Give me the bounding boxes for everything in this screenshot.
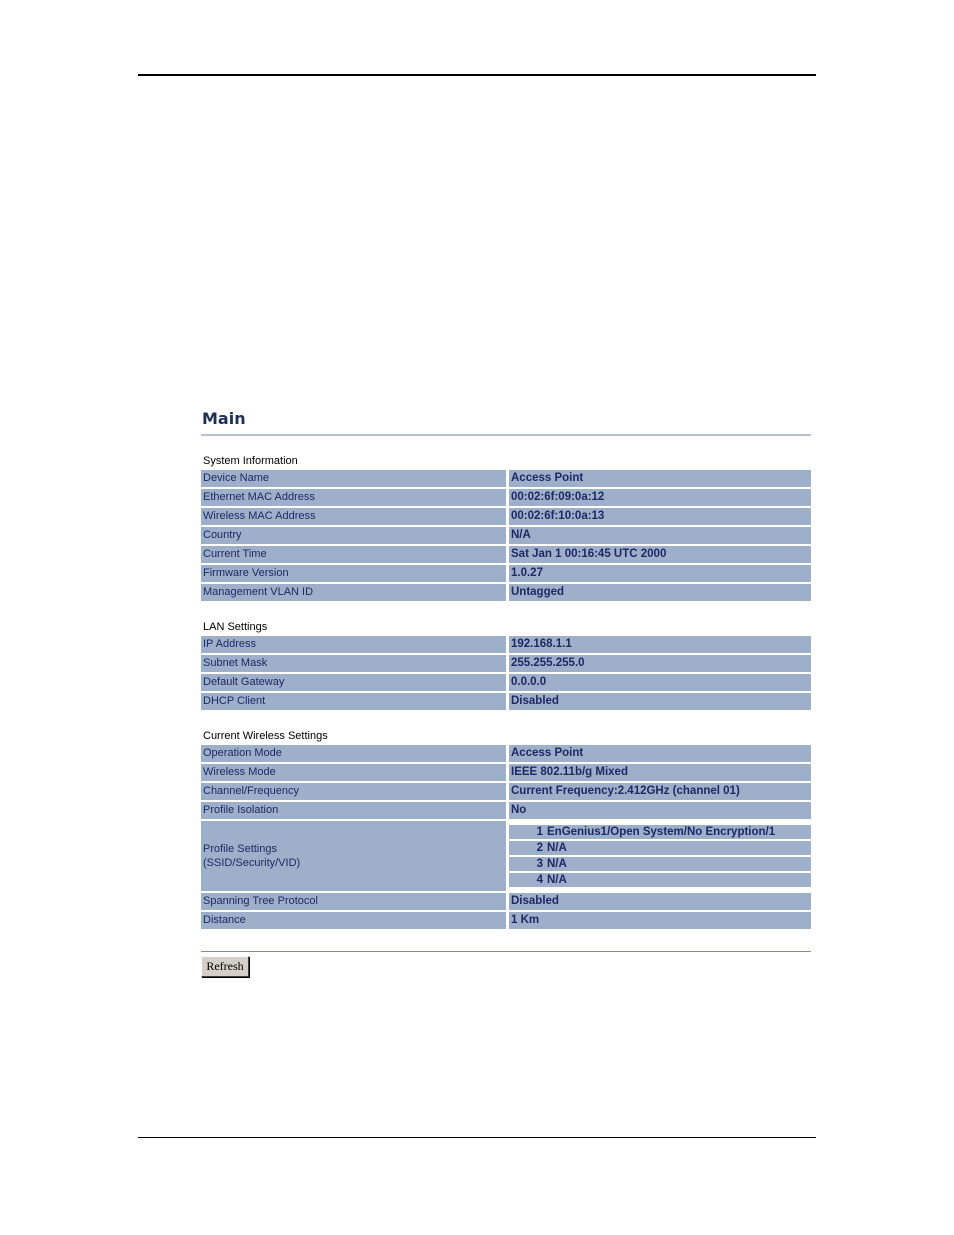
wireless-settings-heading: Current Wireless Settings [203, 730, 328, 742]
profile-number: 2 [509, 841, 545, 855]
list-item [509, 841, 811, 855]
row-value: No [506, 802, 811, 819]
table-row [201, 693, 811, 710]
table-row [201, 674, 811, 691]
profiles-table [509, 823, 811, 889]
wireless-settings-table [201, 743, 811, 931]
row-label: Distance [201, 912, 506, 929]
row-value: 1 Km [506, 912, 811, 929]
row-label: Profile Isolation [201, 802, 506, 819]
row-label: Current Time [201, 546, 506, 563]
row-value: N/A [506, 527, 811, 544]
system-information-table [201, 468, 811, 603]
row-value: 00:02:6f:09:0a:12 [506, 489, 811, 506]
table-row [201, 636, 811, 653]
row-label: IP Address [201, 636, 506, 653]
row-label: Wireless MAC Address [201, 508, 506, 525]
footer-rule [138, 1137, 816, 1138]
table-row [201, 893, 811, 910]
row-label: Management VLAN ID [201, 584, 506, 601]
profile-value: N/A [545, 873, 811, 887]
row-label: Default Gateway [201, 674, 506, 691]
table-row [201, 783, 811, 800]
list-item [509, 873, 811, 887]
row-label: Channel/Frequency [201, 783, 506, 800]
system-information-heading: System Information [203, 455, 298, 467]
row-value: 00:02:6f:10:0a:13 [506, 508, 811, 525]
table-row [201, 565, 811, 582]
profile-settings-value [506, 821, 811, 891]
refresh-button[interactable]: Refresh [201, 956, 249, 977]
row-value: Access Point [506, 745, 811, 762]
row-value: IEEE 802.11b/g Mixed [506, 764, 811, 781]
profile-settings-label [201, 821, 506, 891]
row-value: Disabled [506, 893, 811, 910]
row-label: Country [201, 527, 506, 544]
profile-settings-label-line1: Profile Settings [203, 843, 277, 855]
row-label: Spanning Tree Protocol [201, 893, 506, 910]
table-row [201, 745, 811, 762]
list-item [509, 857, 811, 871]
profile-number: 3 [509, 857, 545, 871]
table-row [201, 655, 811, 672]
profile-value: N/A [545, 857, 811, 871]
row-value: Disabled [506, 693, 811, 710]
table-row [201, 764, 811, 781]
row-label: Ethernet MAC Address [201, 489, 506, 506]
lan-settings-table [201, 634, 811, 712]
footer-divider [201, 951, 811, 952]
row-label: Device Name [201, 470, 506, 487]
row-value: Current Frequency:2.412GHz (channel 01) [506, 783, 811, 800]
row-value: 255.255.255.0 [506, 655, 811, 672]
row-label: Wireless Mode [201, 764, 506, 781]
list-item [509, 825, 811, 839]
row-value: Sat Jan 1 00:16:45 UTC 2000 [506, 546, 811, 563]
profile-number: 1 [509, 825, 545, 839]
main-panel [201, 404, 811, 977]
profile-value: EnGenius1/Open System/No Encryption/1 [545, 825, 811, 839]
row-value: 1.0.27 [506, 565, 811, 582]
header-rule [138, 74, 816, 76]
row-value: Untagged [506, 584, 811, 601]
profile-value: N/A [545, 841, 811, 855]
row-label: Subnet Mask [201, 655, 506, 672]
profile-number: 4 [509, 873, 545, 887]
table-row [201, 489, 811, 506]
table-row [201, 470, 811, 487]
lan-settings-heading: LAN Settings [203, 621, 268, 633]
table-row [201, 546, 811, 563]
profile-settings-label-line2: (SSID/Security/VID) [203, 857, 301, 869]
row-label: DHCP Client [201, 693, 506, 710]
table-row [201, 508, 811, 525]
table-row [201, 584, 811, 601]
table-row [201, 802, 811, 819]
page-title: Main [202, 409, 246, 428]
profile-settings-row [201, 821, 811, 891]
title-divider [201, 434, 811, 436]
table-row [201, 527, 811, 544]
table-row [201, 912, 811, 929]
row-value: Access Point [506, 470, 811, 487]
row-value: 0.0.0.0 [506, 674, 811, 691]
row-label: Operation Mode [201, 745, 506, 762]
row-value: 192.168.1.1 [506, 636, 811, 653]
row-label: Firmware Version [201, 565, 506, 582]
